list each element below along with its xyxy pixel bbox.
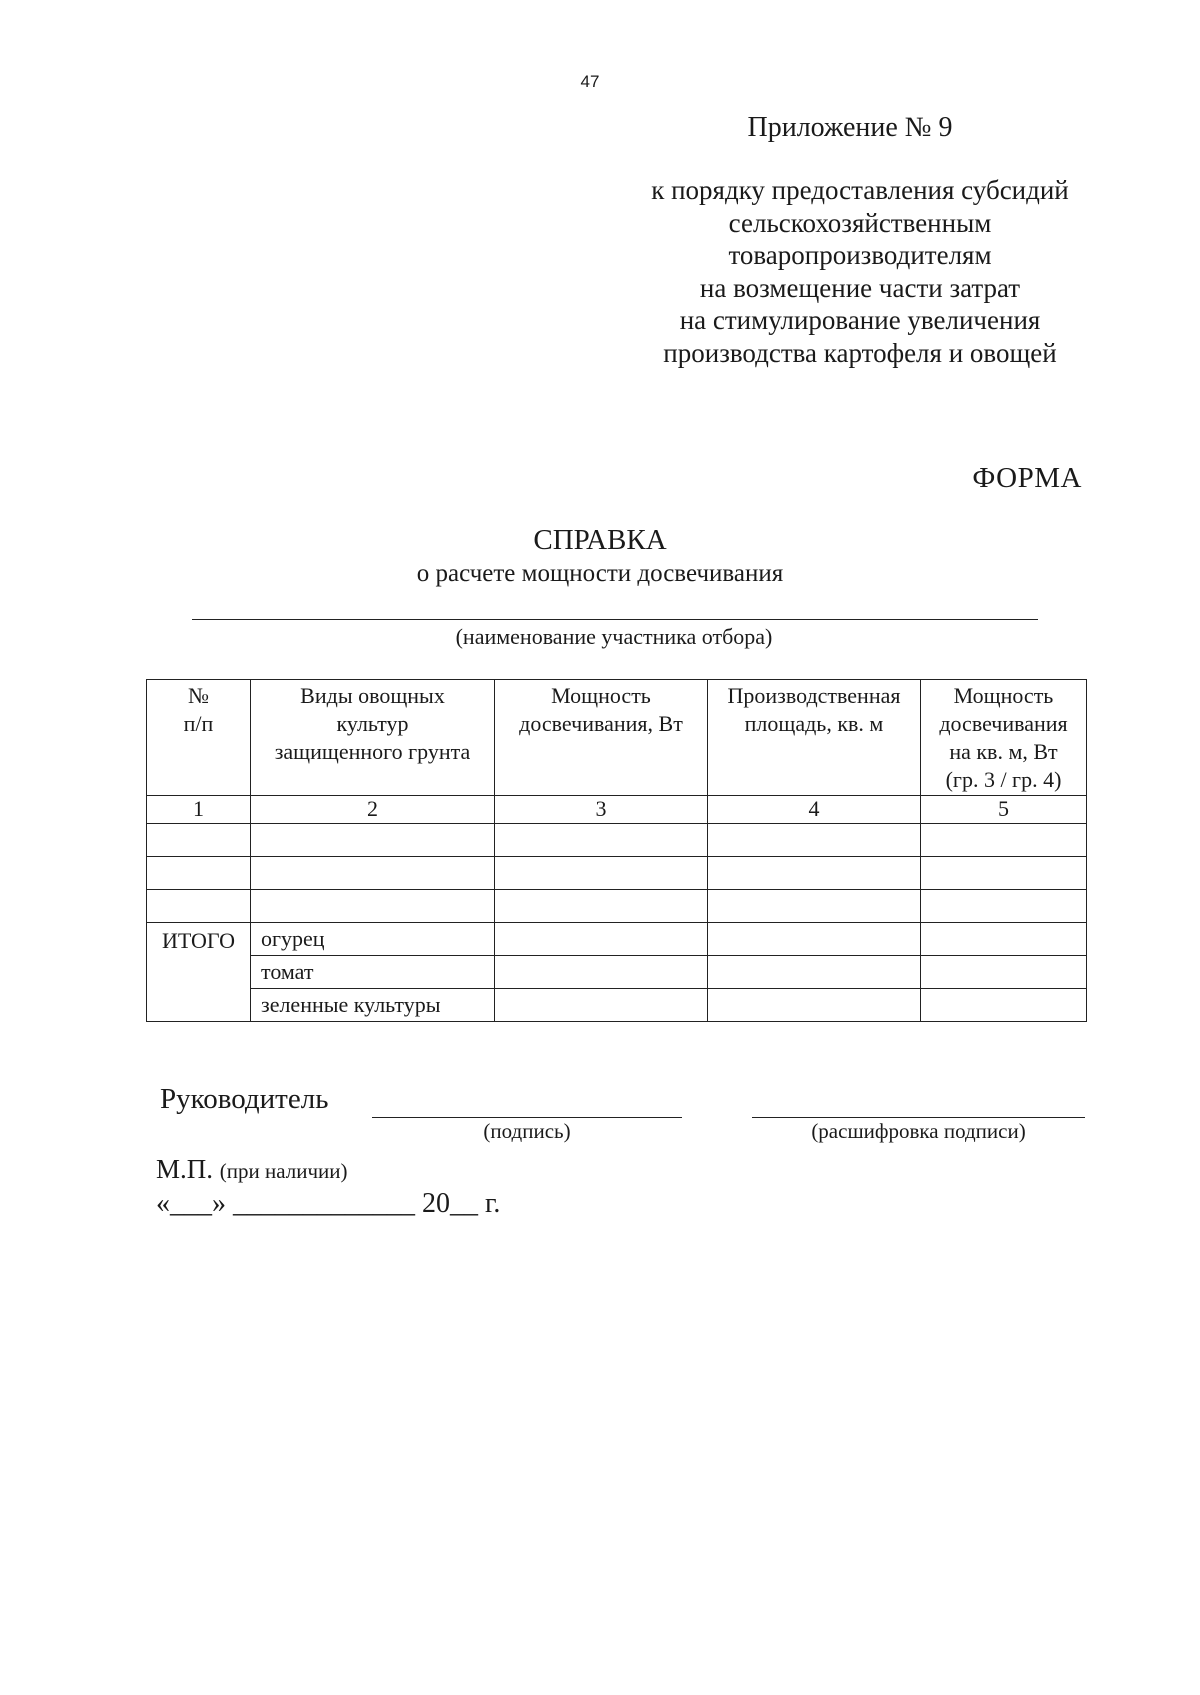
signature-caption: (подпись) xyxy=(483,1119,571,1143)
table-cell[interactable] xyxy=(147,890,251,923)
total-row-greens xyxy=(147,989,1087,1022)
appendix-subtitle-line: производства картофеля и овощей xyxy=(663,337,1057,368)
table-cell[interactable] xyxy=(147,857,251,890)
table-cell[interactable] xyxy=(147,824,251,857)
table-cell[interactable] xyxy=(495,824,708,857)
table-cell[interactable] xyxy=(251,824,495,857)
document-title: СПРАВКА xyxy=(533,524,667,556)
appendix-subtitle-line: на стимулирование увеличения xyxy=(679,305,1041,335)
appendix-subtitle-line: товаропроизводителям xyxy=(728,240,992,270)
stamp-block xyxy=(156,1154,347,1185)
stamp-label: М.П. xyxy=(156,1154,214,1184)
total-label: ИТОГО xyxy=(147,923,251,1022)
column-number: 5 xyxy=(921,796,1087,824)
header-cell: Мощность досвечивания, Вт xyxy=(495,680,708,796)
page-number: 47 xyxy=(580,72,600,91)
table-cell[interactable] xyxy=(921,890,1087,923)
table-cell[interactable] xyxy=(495,956,708,989)
date-field[interactable]: «___» _____________ 20__ г. xyxy=(156,1188,501,1219)
table-cell[interactable] xyxy=(921,857,1087,890)
appendix-title: Приложение № 9 xyxy=(747,112,953,143)
header-cell: № п/п xyxy=(147,680,251,796)
table-cell[interactable] xyxy=(921,824,1087,857)
column-number-row xyxy=(147,796,1087,824)
table-row xyxy=(147,824,1087,857)
table-cell[interactable] xyxy=(921,956,1087,989)
header-cell: Производственная площадь, кв. м xyxy=(708,680,921,796)
participant-caption: (наименование участника отбора) xyxy=(455,624,773,649)
column-number: 4 xyxy=(708,796,921,824)
table-cell[interactable] xyxy=(921,923,1087,956)
signature-field[interactable] xyxy=(372,1117,682,1118)
signature-decoding-caption: (расшифровка подписи) xyxy=(811,1119,1026,1143)
lighting-power-table xyxy=(146,679,1087,1022)
signature-decoding-field[interactable] xyxy=(752,1117,1085,1118)
table-cell[interactable] xyxy=(708,857,921,890)
column-number: 1 xyxy=(147,796,251,824)
crop-name: огурец xyxy=(251,923,495,956)
stamp-note: (при наличии) xyxy=(219,1159,348,1183)
table-cell[interactable] xyxy=(495,923,708,956)
table-cell[interactable] xyxy=(708,923,921,956)
header-cell: Виды овощных культур защищенного грунта xyxy=(251,680,495,796)
appendix-subtitle-line: к порядку предоставления субсидий xyxy=(651,175,1069,205)
table-cell[interactable] xyxy=(708,824,921,857)
form-label: ФОРМА xyxy=(972,462,1082,494)
participant-name-field[interactable] xyxy=(192,619,1038,620)
crop-name: зеленные культуры xyxy=(251,989,495,1022)
manager-label: Руководитель xyxy=(160,1083,329,1115)
crop-name: томат xyxy=(251,956,495,989)
table-cell[interactable] xyxy=(251,857,495,890)
table-cell[interactable] xyxy=(708,989,921,1022)
table-cell[interactable] xyxy=(708,890,921,923)
column-number: 3 xyxy=(495,796,708,824)
appendix-subtitle-line: сельскохозяйственным xyxy=(728,207,992,238)
header-cell: Мощность досвечивания на кв. м, Вт (гр. 3 / гр. 4) xyxy=(921,680,1087,796)
total-row-cucumber xyxy=(147,923,1087,956)
table-cell[interactable] xyxy=(708,956,921,989)
column-number: 2 xyxy=(251,796,495,824)
appendix-subtitle-line: на возмещение части затрат xyxy=(699,272,1021,303)
table-row xyxy=(147,890,1087,923)
appendix-subtitle xyxy=(620,174,1100,369)
table-cell[interactable] xyxy=(495,989,708,1022)
table-cell[interactable] xyxy=(921,989,1087,1022)
total-row-tomato xyxy=(147,956,1087,989)
table-cell[interactable] xyxy=(495,857,708,890)
table-cell[interactable] xyxy=(495,890,708,923)
table-header-row xyxy=(147,680,1087,796)
table-cell[interactable] xyxy=(251,890,495,923)
table-row xyxy=(147,857,1087,890)
document-subtitle: о расчете мощности досвечивания xyxy=(416,560,784,587)
